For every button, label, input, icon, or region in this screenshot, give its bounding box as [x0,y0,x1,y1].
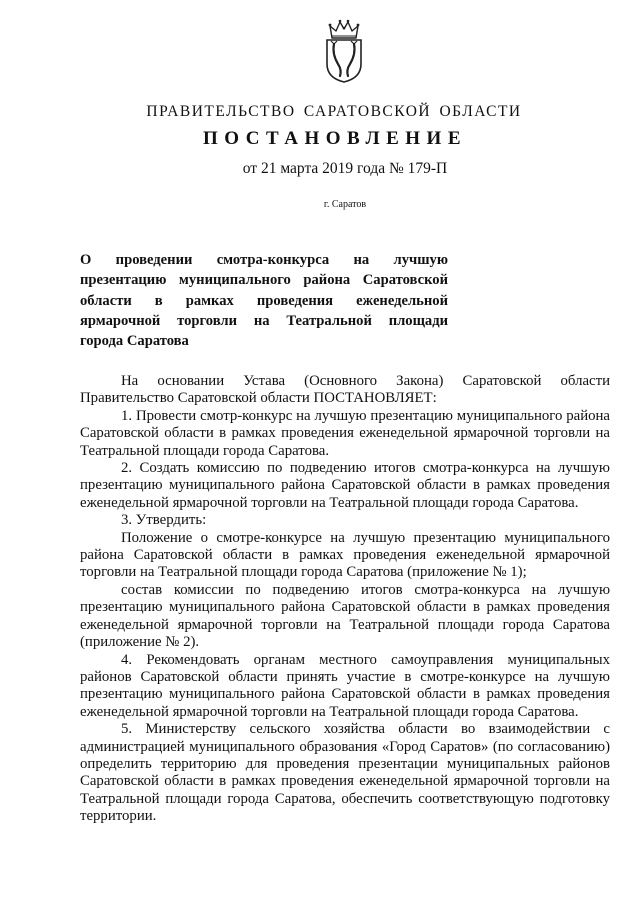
subject-line: О проведении смотра-конкурса на лучшую [80,252,448,268]
coat-of-arms-icon [319,18,369,84]
document-subject [80,250,448,351]
document-body [80,373,610,826]
paragraph-item-1: 1. Провести смотр-конкурс на лучшую презентацию муниципального района Саратовской области в рамках проведения еженедельной ярмарочной торговли на Театральной площади города Саратова. [80,407,610,459]
subject-line: области в рамках проведения еженедельной [80,292,448,309]
paragraph-item-3-1: Положение о смотре-конкурсе на лучшую презентацию муниципального района Саратовской области в рамках проведения еженедельной ярмарочной торговли на Театральной площади города Саратова (приложение № 1); [80,529,610,581]
document-date-number: от 21 марта 2019 года № 179-П [242,160,448,177]
document-city: г. Саратов [323,199,367,210]
subject-line: презентацию муниципального района Саратовской [80,272,448,289]
paragraph-item-4: 4. Рекомендовать органам местного самоуправления муниципальных районов Саратовской области принять участие в смотре-конкурсе на лучшую презентацию муниципального района Саратовской области в рамках проведения еженедельной ярмарочной торговли на Театральной площади города Саратова. [80,651,610,720]
paragraph-item-2: 2. Создать комиссию по подведению итогов смотра-конкурса на лучшую презентацию муниципального района Саратовской области в рамках проведения еженедельной ярмарочной торговли на Театральной площади города Саратова. [80,460,610,511]
paragraph-item-5: 5. Министерству сельского хозяйства области во взаимодействии с администрацией муниципального образования «Город Саратов» (по согласованию) определить территорию для проведения презентации муниципальных районов Саратовской области в рамках проведения еженедельной ярмарочной торговли на Театральной площади города Саратова, обеспечить соответствующую подготовку территории. [80,721,610,825]
government-name: ПРАВИТЕЛЬСТВО САРАТОВСКОЙ ОБЛАСТИ [146,103,522,120]
document-type-title: ПОСТАНОВЛЕНИЕ [202,128,468,149]
paragraph-item-3-2: состав комиссии по подведению итогов смотра-конкурса на лучшую презентацию муниципального района Саратовской области в рамках проведения еженедельной ярмарочной торговли на Театральной площади города Саратова (приложение № 2). [80,581,610,651]
subject-line: ярмарочной торговли на Театральной площади [80,312,448,329]
subject-line: города Саратова [80,333,189,350]
paragraph-item-3: 3. Утвердить: [121,512,207,529]
paragraph-preamble: На основании Устава (Основного Закона) Саратовской области Правительство Саратовской области ПОСТАНОВЛЯЕТ: [80,373,610,407]
